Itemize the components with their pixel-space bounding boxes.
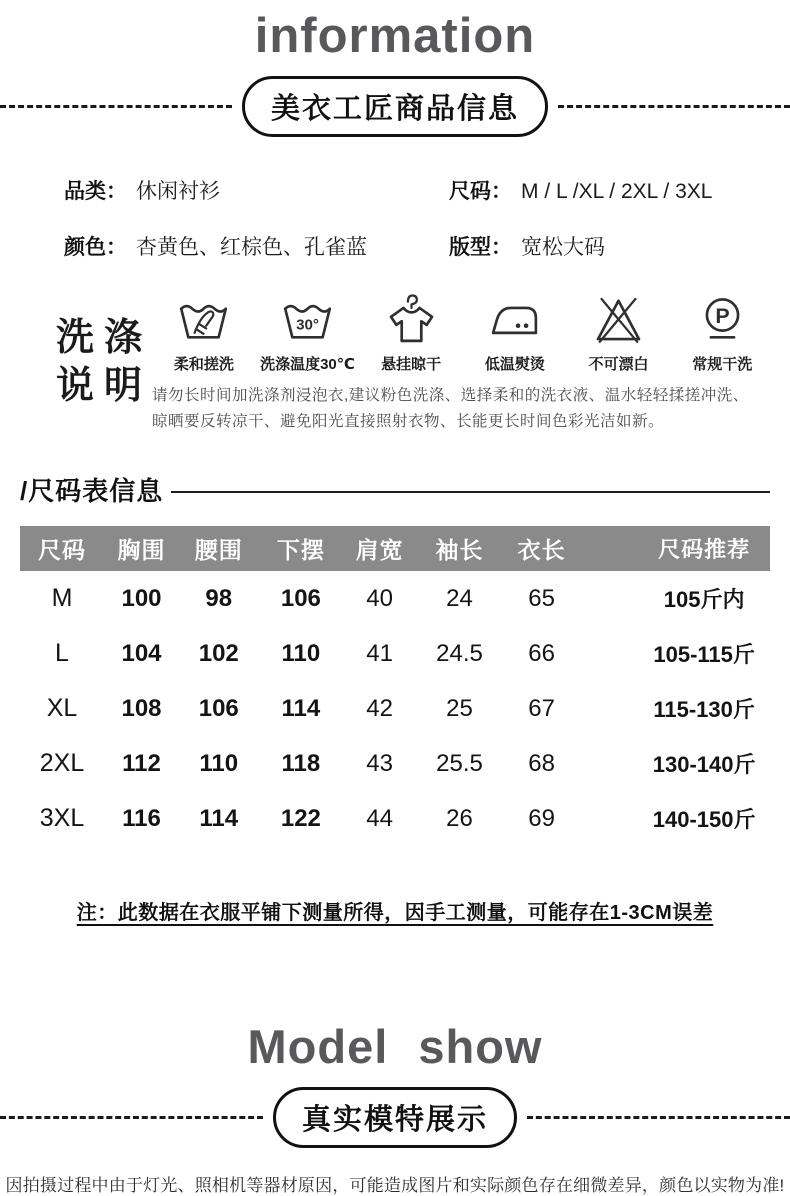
col-header-recommend: 尺码推荐	[580, 526, 770, 571]
no-bleach-icon	[590, 290, 647, 348]
size-cell: 114	[199, 804, 239, 832]
care-item-no-bleach	[567, 290, 671, 374]
size-chart-title: /尺码表信息	[20, 476, 164, 506]
footer-note: 因拍摄过程中由于灯光、照相机等器材原因，可能造成图片和实际颜色存在细微差异，颜色以实物为准!	[5, 1176, 785, 1195]
care-label: 常规干洗	[692, 356, 753, 373]
wash-note	[152, 383, 774, 435]
size-cell: 112	[122, 749, 161, 777]
size-cell: 130-140斤	[652, 752, 756, 777]
care-item-dry-clean	[670, 290, 774, 374]
size-cell: 26	[446, 804, 473, 832]
care-label: 低温熨烫	[484, 356, 545, 373]
col-header-bust: 胸围	[104, 526, 179, 571]
wash-note-line1: 请勿长时间加洗涤剂浸泡衣,建议粉色洗涤、选择柔和的洗衣液、温水轻轻揉搓冲洗、	[152, 387, 749, 404]
attr-category	[64, 179, 449, 204]
size-cell: 25.5	[436, 749, 483, 777]
table-row	[20, 791, 770, 846]
dash-line-right	[558, 105, 790, 108]
model-show-badge-row	[0, 1087, 790, 1148]
size-cell: 122	[280, 804, 321, 832]
table-header-row	[20, 526, 770, 571]
wash-main	[152, 290, 774, 435]
size-cell: 115-130斤	[653, 697, 755, 722]
size-cell: 41	[366, 639, 393, 667]
wash-temp-30-icon	[279, 290, 336, 348]
wash-section-title	[56, 290, 152, 435]
size-cell: XL	[46, 694, 78, 722]
model-show-badge: 真实模特展示	[273, 1087, 517, 1148]
care-item-low-iron	[463, 290, 567, 374]
dash-line-left	[0, 105, 232, 108]
table-row	[20, 626, 770, 681]
dry-clean-icon	[694, 290, 751, 348]
size-cell: 40	[366, 584, 393, 612]
care-label: 不可漂白	[588, 356, 649, 373]
col-header-shoulder: 肩宽	[343, 526, 416, 571]
size-cell: 105-115斤	[653, 642, 755, 667]
size-cell: 118	[281, 749, 321, 777]
wash-title-line1: 洗涤	[56, 317, 153, 359]
attr-fit-value: 宽松大码	[521, 236, 605, 259]
size-cell: 114	[281, 694, 321, 722]
col-header-hem: 下摆	[259, 526, 344, 571]
size-cell: 100	[121, 584, 162, 612]
attr-color-label: 颜色：	[64, 236, 127, 259]
col-header-sleeve: 袖长	[416, 526, 503, 571]
size-cell: 110	[281, 639, 321, 667]
col-header-size: 尺码	[20, 526, 104, 571]
size-cell: 69	[528, 804, 555, 832]
dash-line-left	[0, 1116, 263, 1119]
col-header-length: 衣长	[503, 526, 580, 571]
table-row	[20, 571, 770, 626]
care-item-hang-dry	[359, 290, 463, 374]
size-cell: 106	[280, 584, 321, 612]
size-cell: 3XL	[39, 804, 85, 832]
attr-size-label: 尺码：	[449, 180, 512, 203]
table-row	[20, 681, 770, 736]
care-icons-row	[152, 290, 774, 374]
attr-color-value: 杏黄色、红棕色、孔雀蓝	[136, 236, 367, 259]
dry-clean-letter: P	[715, 304, 730, 329]
care-label: 悬挂晾干	[381, 356, 442, 373]
page-title: information	[254, 9, 536, 63]
size-cell: 24	[446, 584, 473, 612]
attr-fit-label: 版型：	[449, 236, 512, 259]
model-show-title: Model show	[247, 1020, 543, 1073]
care-label: 柔和搓洗	[173, 356, 234, 373]
size-cell: 65	[528, 584, 555, 612]
measurement-disclaimer: 注：此数据在衣服平铺下测量所得，因手工测量，可能存在1-3CM误差	[76, 902, 714, 924]
care-item-hand-wash	[152, 290, 256, 374]
size-cell: 106	[198, 694, 239, 722]
size-cell: 104	[121, 639, 162, 667]
size-cell: M	[51, 584, 73, 612]
low-iron-icon	[486, 290, 543, 348]
hand-wash-icon	[175, 290, 232, 348]
attr-fit	[449, 235, 790, 260]
brand-badge-row	[0, 76, 790, 137]
size-cell: 105斤内	[663, 587, 745, 612]
attr-category-value: 休闲衬衫	[136, 180, 220, 203]
col-header-waist: 腰围	[179, 526, 259, 571]
wash-title-line2: 说明	[56, 365, 153, 407]
wash-instructions-section	[0, 290, 790, 435]
size-cell: 140-150斤	[652, 807, 756, 832]
size-cell: 43	[366, 749, 393, 777]
size-chart-section	[0, 471, 790, 925]
attr-size-value: M / L /XL / 2XL / 3XL	[521, 180, 713, 203]
heading-rule	[171, 491, 770, 493]
size-cell: L	[55, 639, 69, 667]
hang-dry-icon	[383, 290, 440, 348]
size-cell: 68	[528, 749, 555, 777]
wash-temp-text: 30°	[296, 316, 319, 334]
product-attributes	[0, 137, 790, 260]
size-cell: 116	[122, 804, 161, 832]
size-table	[20, 526, 770, 846]
attr-category-label: 品类：	[64, 180, 127, 203]
table-row	[20, 736, 770, 791]
care-item-wash-temp	[256, 290, 360, 374]
size-cell: 24.5	[436, 639, 483, 667]
brand-badge: 美衣工匠商品信息	[242, 76, 548, 137]
size-cell: 42	[366, 694, 393, 722]
size-cell: 2XL	[39, 749, 85, 777]
wash-note-line2: 晾晒要反转凉干、避免阳光直接照射衣物、长能更长时间色彩光洁如新。	[152, 413, 665, 430]
size-cell: 67	[528, 694, 555, 722]
size-cell: 102	[198, 639, 239, 667]
dash-line-right	[527, 1116, 790, 1119]
size-cell: 66	[528, 639, 555, 667]
size-cell: 108	[121, 694, 162, 722]
size-cell: 44	[366, 804, 393, 832]
attr-size	[449, 179, 790, 204]
care-label: 洗涤温度30℃	[260, 356, 355, 373]
size-cell: 98	[205, 584, 233, 612]
size-cell: 25	[446, 694, 473, 722]
attr-color	[64, 235, 449, 260]
size-cell: 110	[199, 749, 239, 777]
size-chart-heading	[20, 471, 770, 508]
